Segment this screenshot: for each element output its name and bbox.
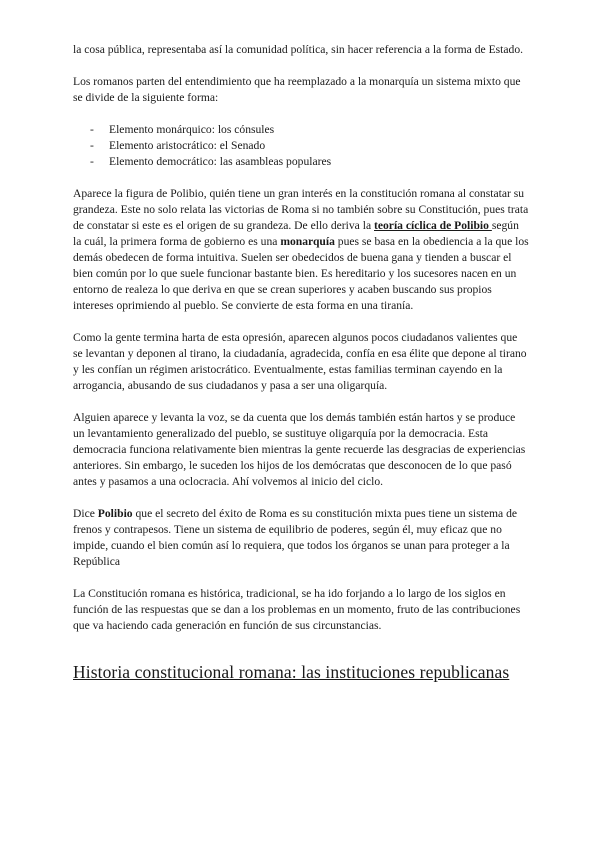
paragraph-historic-constitution: La Constitución romana es histórica, tradicional, se ha ido forjando a lo largo de los siglos en función de las respuestas que se dan a los problemas en un momento, fruto de las contribuciones que va haciendo cada generación en función de sus circunstancias. xyxy=(73,587,521,632)
section-heading: Historia constitucional romana: las instituciones republicanas xyxy=(73,662,510,682)
document-body xyxy=(73,42,529,683)
term-teoria-ciclica: teoría cíclica de Polibio xyxy=(374,219,492,232)
paragraph-aristocracy: Como la gente termina harta de esta opresión, aparecen algunos pocos ciudadanos valientes que se levantan y deponen al tirano, la ciudadanía, agradecida, confía en esa élite que depone al tirano y les confían un régimen aristocrático. Eventualmente, estas familias terminan cayendo en la arrogancia, abusando de sus ciudadanos y pasa a ser una oligarquía. xyxy=(73,331,527,392)
term-polibio: Polibio xyxy=(97,507,133,520)
term-monarquia: monarquía xyxy=(280,235,335,248)
list-dash: - xyxy=(90,123,94,136)
list-item: - Elemento monárquico: los cónsules xyxy=(90,123,275,136)
paragraph-polibio-theory: Aparece la figura de Polibio, quién tiene un gran interés en la constitución romana al constatar su grandeza. Este no solo relata las victorias de Roma si no también sobre su Constitución, pues trata de constatar si este es el origen de su grandeza. De ello deriva la teoría cíclica de Polibio según la cuál, la primera forma de gobierno es una monarquía pues se basa en la obediencia a la que los demás obedecen de forma intuitiva. Suelen ser obedecidos de buena gana y tienden a buscar el bien común por lo que suele funcionar bastante bien. Es hereditario y los sucesores nacen en un entorno de realeza lo que deriva en que se crean superiores y acaben buscando sus propios intereses oprimiendo al pueblo. Se convierte de esta forma en una tiranía. xyxy=(73,187,529,312)
list-dash: - xyxy=(90,139,94,152)
paragraph-mixed-constitution: Dice Polibio que el secreto del éxito de Roma es su constitución mixta pues tiene un sistema de frenos y contrapesos. Tiene un sistema de equilibrio de poderes, según él, muy eficaz que no impide, cuando el bien común así lo requiera, que todos los órganos se unan para proteger a la República xyxy=(73,507,518,568)
list-item: - Elemento democrático: las asambleas populares xyxy=(90,155,332,168)
paragraph-mixed-system-intro: Los romanos parten del entendimiento que ha reemplazado a la monarquía un sistema mixto que se divide de la siguiente forma: xyxy=(73,75,521,104)
mixed-system-list xyxy=(73,122,529,170)
list-dash: - xyxy=(90,155,94,168)
list-item: - Elemento aristocrático: el Senado xyxy=(90,139,266,152)
paragraph-continuation: la cosa pública, representaba así la comunidad política, sin hacer referencia a la forma de Estado. xyxy=(73,43,524,56)
paragraph-democracy: Alguien aparece y levanta la voz, se da cuenta que los demás también están hartos y se produce un levantamiento generalizado del pueblo, se sustituye oligarquía por la democracia. Esta democracia funciona relativamente bien mientras la gente recuerde las desgracias de experiencias anteriores. Sin embargo, le suceden los hijos de los demócratas que desconocen de lo que pasó antes y pasamos a una oclocracia. Ahí volvemos al inicio del ciclo. xyxy=(73,411,526,488)
